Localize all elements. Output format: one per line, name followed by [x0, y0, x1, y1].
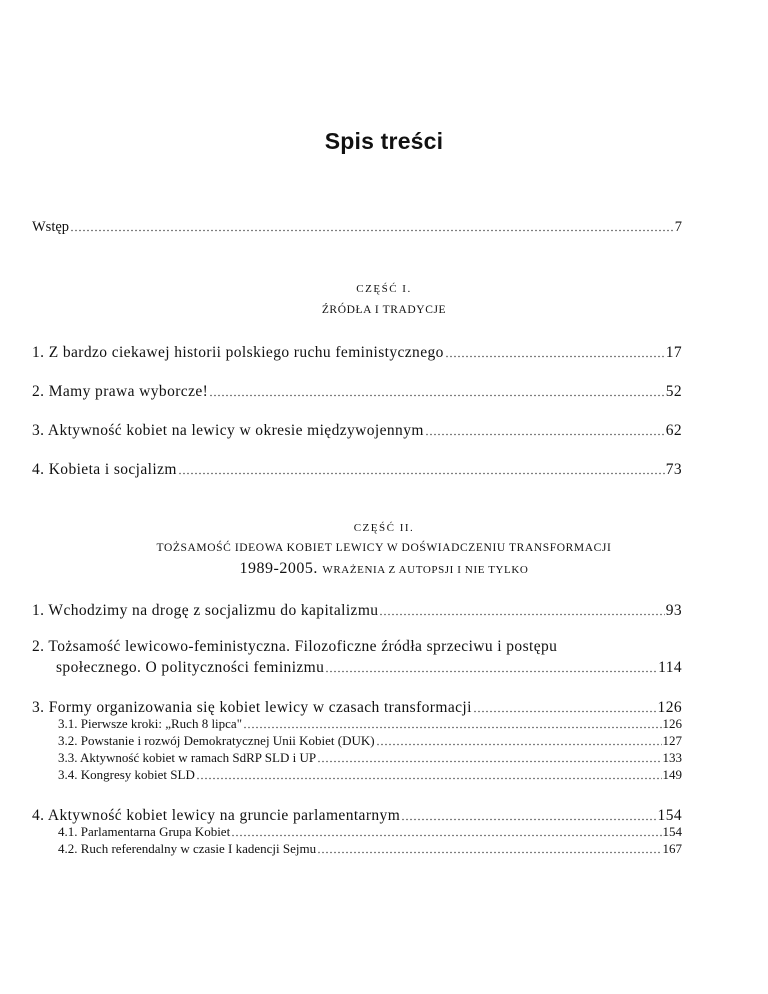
- dot-leader: [196, 767, 662, 780]
- dot-leader: [317, 841, 661, 854]
- toc-entry-page: 127: [662, 733, 682, 748]
- toc-entry-page: 7: [674, 218, 682, 235]
- dot-leader: [70, 217, 674, 232]
- toc-entry-2-3-2[interactable]: [58, 732, 682, 749]
- dot-leader: [376, 733, 662, 746]
- part2-years: 1989-2005.: [239, 560, 318, 577]
- dot-leader: [379, 600, 664, 616]
- toc-entry-page: 149: [662, 767, 682, 782]
- dot-leader: [317, 750, 661, 763]
- toc-entry-page: 154: [662, 824, 682, 839]
- toc-entry-label: 4.2. Ruch referendalny w czasie I kadencji Sejmu: [58, 841, 317, 856]
- toc-entry-2-2-line1[interactable]: 2. Tożsamość lewicowo-feministyczna. Filozoficzne źródła sprzeciwu i postępu: [32, 638, 558, 655]
- toc-entry-page: 114: [658, 658, 682, 676]
- toc-entry-page: 17: [665, 343, 682, 361]
- dot-leader: [325, 657, 657, 673]
- toc-entry-2-4-1[interactable]: [58, 823, 682, 840]
- toc-entry-label: społecznego. O polityczności feminizmu: [56, 658, 325, 676]
- part2-title: TOŻSAMOŚĆ IDEOWA KOBIET LEWICY W DOŚWIADCZENIU TRANSFORMACJI: [156, 542, 612, 554]
- toc-entry-label: 3.2. Powstanie i rozwój Demokratycznej Unii Kobiet (DUK): [58, 733, 375, 748]
- toc-entry-label: Wstęp: [32, 218, 70, 235]
- dot-leader: [231, 824, 661, 837]
- toc-entry-page: 154: [657, 806, 682, 824]
- toc-entry-label: 2. Mamy prawa wyborcze!: [32, 382, 209, 400]
- dot-leader: [425, 420, 665, 436]
- toc-entry-page: 126: [662, 716, 682, 731]
- toc-entry-page: 52: [665, 382, 682, 400]
- toc-entry-label: 1. Z bardzo ciekawej historii polskiego ruchu feministycznego: [32, 343, 444, 361]
- dot-leader: [445, 342, 665, 358]
- toc-entry-label: 3. Formy organizowania się kobiet lewicy w czasach transformacji: [32, 698, 472, 716]
- toc-entry-page: 126: [657, 698, 682, 716]
- part1-title: ŹRÓDŁA I TRADYCJE: [321, 304, 447, 316]
- toc-entry-label: 3. Aktywność kobiet na lewicy w okresie międzywojennym: [32, 421, 424, 439]
- toc-entry-2-2[interactable]: [56, 656, 682, 677]
- toc-entry-page: 73: [665, 460, 682, 478]
- toc-entry-page: 167: [662, 841, 682, 856]
- toc-entry-1-1[interactable]: [32, 341, 682, 362]
- part2-label: CZĘŚĆ II.: [353, 522, 415, 534]
- toc-entry-2-1[interactable]: [32, 599, 682, 620]
- toc-entry-page: 62: [665, 421, 682, 439]
- dot-leader: [209, 381, 664, 397]
- toc-entry-2-3-4[interactable]: [58, 766, 682, 783]
- toc-entry-label: 3.1. Pierwsze kroki: „Ruch 8 lipca": [58, 716, 243, 731]
- toc-entry-2-3-1[interactable]: [58, 715, 682, 732]
- page-title: Spis treści: [324, 128, 444, 154]
- part2-subtitle: [0, 560, 768, 578]
- toc-entry-2-4-2[interactable]: [58, 840, 682, 857]
- toc-entry-1-3[interactable]: [32, 419, 682, 440]
- toc-entry-page: 133: [662, 750, 682, 765]
- part2-subtitle-text: WRAŻENIA Z AUTOPSJI I NIE TYLKO: [322, 564, 529, 576]
- toc-entry-1-2[interactable]: [32, 380, 682, 401]
- toc-entry-label: 4. Aktywność kobiet lewicy na gruncie parlamentarnym: [32, 806, 401, 824]
- toc-entry-label: 3.3. Aktywność kobiet w ramach SdRP SLD i UP: [58, 750, 317, 765]
- dot-leader: [473, 697, 657, 713]
- toc-entry-label: 3.4. Kongresy kobiet SLD: [58, 767, 195, 782]
- dot-leader: [243, 716, 661, 729]
- dot-leader: [401, 805, 656, 821]
- toc-entry-label: 4. Kobieta i socjalizm: [32, 460, 177, 478]
- toc-entry-1-4[interactable]: [32, 458, 682, 479]
- toc-entry-2-4[interactable]: [32, 804, 682, 825]
- toc-entry-page: 93: [665, 601, 682, 619]
- part1-label: CZĘŚĆ I.: [356, 283, 412, 295]
- toc-entry-2-3-3[interactable]: [58, 749, 682, 766]
- dot-leader: [178, 459, 665, 475]
- toc-entry-label: 1. Wchodzimy na drogę z socjalizmu do kapitalizmu: [32, 601, 379, 619]
- toc-entry-label: 4.1. Parlamentarna Grupa Kobiet: [58, 824, 231, 839]
- toc-entry-2-3[interactable]: [32, 696, 682, 717]
- toc-entry-intro[interactable]: [32, 216, 682, 236]
